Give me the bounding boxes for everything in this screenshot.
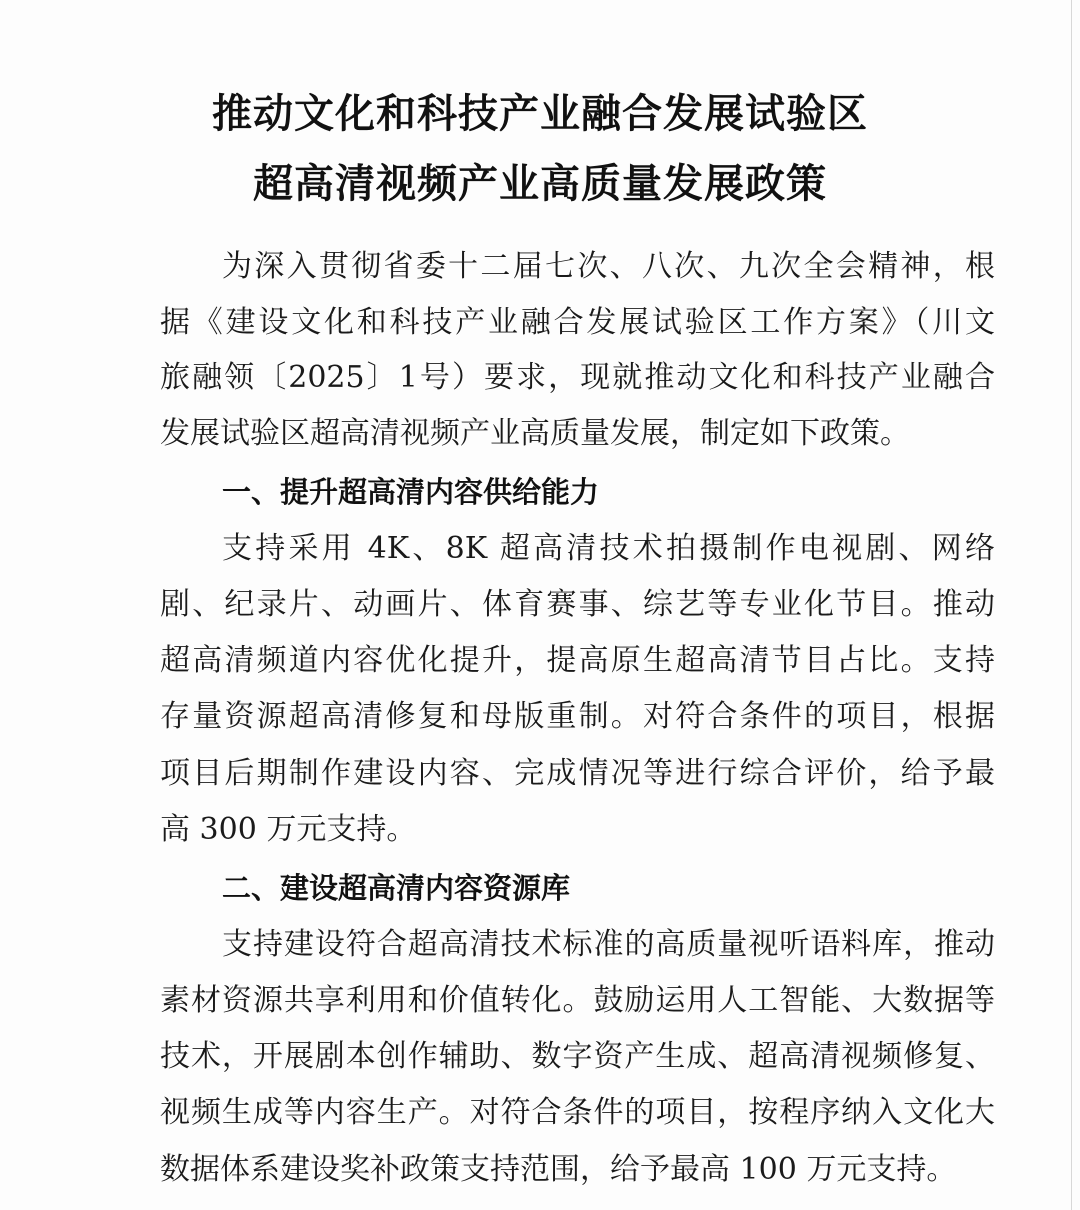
section-2-line: 素材资源共享利用和价值转化。鼓励运用人工智能、大数据等 <box>160 983 995 1018</box>
section-1-line: 超高清频道内容优化提升，提高原生超高清节目占比。支持 <box>160 643 995 678</box>
document-title-line-2: 超高清视频产业高质量发展政策 <box>253 161 827 207</box>
section-2-line: 支持建设符合超高清技术标准的高质量视听语料库，推动 <box>222 927 995 962</box>
section-2-line: 技术，开展剧本创作辅助、数字资产生成、超高清视频修复、 <box>160 1039 995 1074</box>
section-1-line: 剧、纪录片、动画片、体育赛事、综艺等专业化节目。推动 <box>160 587 995 622</box>
section-1-line: 项目后期制作建设内容、完成情况等进行综合评价，给予最 <box>160 756 995 791</box>
intro-line: 发展试验区超高清视频产业高质量发展，制定如下政策。 <box>160 416 910 451</box>
section-1-line: 支持采用 4K、8K 超高清技术拍摄制作电视剧、网络 <box>222 531 995 566</box>
document-title-line-1: 推动文化和科技产业融合发展试验区 <box>212 91 868 137</box>
intro-line: 旅融领〔2025〕1号）要求，现就推动文化和科技产业融合 <box>160 360 995 395</box>
section-2-line: 数据体系建设奖补政策支持范围，给予最高 100 万元支持。 <box>160 1152 957 1187</box>
section-1-heading: 一、提升超高清内容供给能力 <box>222 475 600 509</box>
section-2-line: 视频生成等内容生产。对符合条件的项目，按程序纳入文化大 <box>160 1095 995 1130</box>
intro-line: 为深入贯彻省委十二届七次、八次、九次全会精神，根 <box>222 249 995 284</box>
intro-line: 据《建设文化和科技产业融合发展试验区工作方案》（川文 <box>160 305 995 340</box>
section-1-line: 高 300 万元支持。 <box>160 812 417 847</box>
section-2-heading: 二、建设超高清内容资源库 <box>222 871 571 905</box>
section-1-line: 存量资源超高清修复和母版重制。对符合条件的项目，根据 <box>160 699 995 734</box>
